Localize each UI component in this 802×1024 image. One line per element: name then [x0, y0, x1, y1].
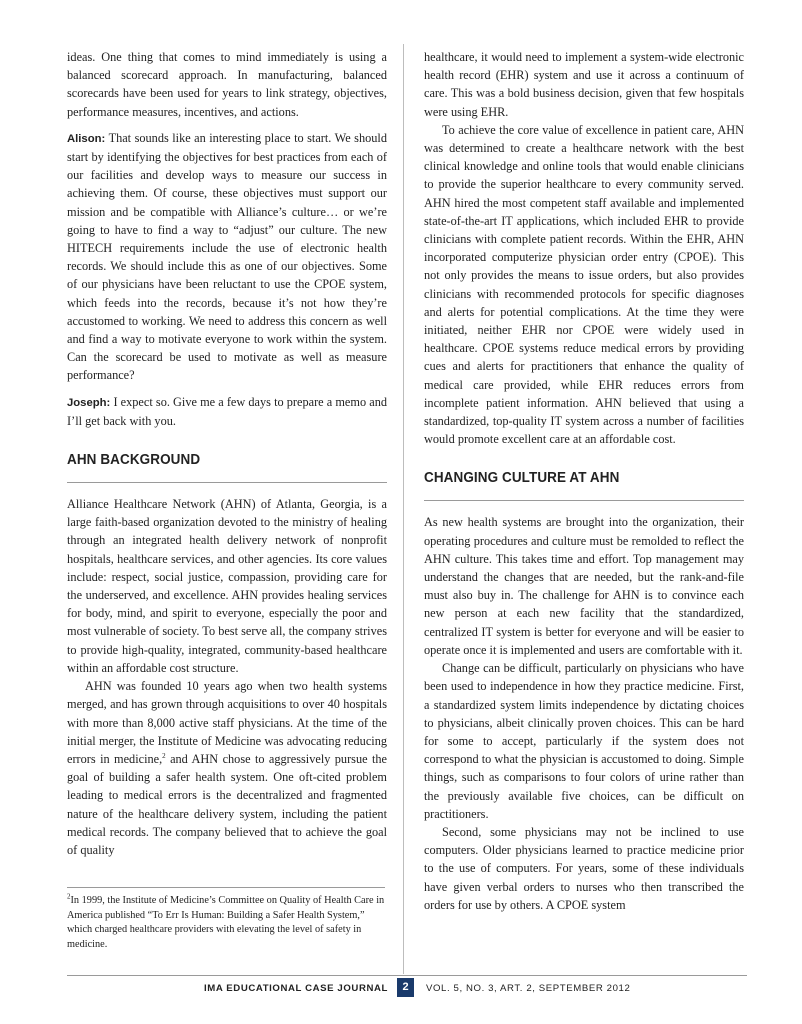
footnote [67, 894, 387, 952]
speaker-label: Joseph: [67, 396, 111, 409]
paragraph: healthcare, it would need to implement a system-wide electronic health record (EHR) system and use it across a continuum of care. This was a bold business decision, given that few hospitals were using EHR. [424, 50, 744, 119]
paragraph [67, 677, 387, 859]
section-heading: CHANGING CULTURE AT AHN [424, 470, 620, 487]
paragraph: Change can be difficult, particularly on physicians who have been used to independence in how they practice medicine. First, a standardized system limits independence by dictating choices to physicians, albeit clinically proven choices. This can be hard for some to accept, particularly if the system does not correspond to what the physician is accustomed to doing. Simple things, such as comparisons to four colors of urine rather than the previously available five choices, can be difficult on practitioners. [424, 661, 744, 821]
speaker-label: Alison: [67, 132, 106, 145]
paragraph: Alliance Healthcare Network (AHN) of Atlanta, Georgia, is a large faith-based organization devoted to the ministry of healing through an integrated health delivery network of nonprofit hospitals, healthcare services, and other agencies. Its core values include: respect, social justice, compassion, providing care for the underserved, and excellence. AHN provides healing services for body, mind, and spirit to everyone, especially the poor and most vulnerable of society. To best serve all, the company strives to provide high-quality, integrated, community-based healthcare within an affordable cost structure. [67, 497, 387, 675]
paragraph: As new health systems are brought into the organization, their operating procedures and culture must be remolded to reflect the AHN culture. This takes time and effort. Top management may understand the changes that are needed, but the rank-and-file must also buy in. The challenge for AHN is to convince each new person at each new facility that the standardized, centralized IT system is better for everyone and will be easier to operate once it is implemented and users are comfortable with it. [424, 515, 744, 657]
paragraph: To achieve the core value of excellence in patient care, AHN was determined to create a healthcare network with the best clinical knowledge and online tools that would enable clinicians to provide the superior healthcare to every community served. AHN hired the most competent staff available and implemented state-of-the-art IT applications, which included EHR to provide clinicians with complete patient records. Within the EHR, AHN incorporated computerize physician order entry (CPOE). This not only provides the means to issue orders, but also provides clinicians with recommended protocols for specific diagnoses and alerts for potential complications. At the time they were initiated, neither EHR nor CPOE were widely used in healthcare. CPOE systems reduce medical errors by providing cues and alerts for practitioners that enhance the quality of medical care provided, while EHR reduces errors from incomplete patient information. AHN believed that using a standardized, top-quality IT system across a number of facilities would promote excellent care at an affordable cost. [424, 122, 744, 447]
issue-info: VOL. 5, NO. 3, ART. 2, SEPTEMBER 2012 [426, 983, 631, 994]
section-heading: AHN BACKGROUND [67, 452, 201, 469]
dialogue-text: I expect so. Give me a few days to prepare a memo and I’ll get back with you. [67, 394, 387, 428]
column-divider [403, 44, 404, 974]
page-footer [0, 975, 802, 1005]
footnote-rule [67, 887, 385, 888]
footnote-text: In 1999, the Institute of Medicine’s Committee on Quality of Health Care in America published “To Err Is Human: Building a Safer Health System,” which charged healthcare providers with elevating the level of safety in medicine. [67, 895, 385, 950]
paragraph-text: and AHN chose to aggressively pursue the goal of building a safer health system. One oft-cited problem leading to medical errors is the decentralized and fragmented nature of the healthcare delivery system, including the patient medical records. The company believed that to achieve the goal of quality [67, 751, 387, 857]
footnote-number: 2 [67, 892, 71, 901]
footnote-ref: 2 [162, 751, 166, 760]
right-column [424, 48, 744, 914]
paragraph-text: AHN was founded 10 years ago when two health systems merged, and has grown through acquisitions to over 40 hospitals with more than 8,000 active staff physicians. At the time of the initial merger, the Institute of Medicine was advocating reducing errors in medicine, [67, 679, 387, 766]
dialogue-alison [67, 129, 387, 385]
footer-rule [67, 975, 747, 976]
left-column [67, 48, 387, 953]
dialogue-joseph [67, 393, 387, 430]
paragraph: ideas. One thing that comes to mind immediately is using a balanced scorecard approach. In manufacturing, balanced scorecards have been used for years to link strategy, objectives, performance measures, incentives, and actions. [67, 50, 387, 119]
paragraph: Second, some physicians may not be inclined to use computers. Older physicians learned to practice medicine prior to the use of computers. For years, some of these individuals have given verbal orders to nurses who then transcribed the orders for use by others. A CPOE system [424, 824, 744, 912]
journal-name: IMA EDUCATIONAL CASE JOURNAL [204, 983, 388, 994]
dialogue-text: That sounds like an interesting place to start. We should start by identifying the objectives for best practices from each of our facilities and develop ways to measure our success in achieving them. Of course, these objectives must support our mission and be compatible with Alliance’s culture… or we’re going to have to find a way to “adjust” our culture. The new HITECH requirements include the use of electronic health records. We should include this as one of our objectives. Some of our physicians have been reluctant to use the CPOE system, which feeds into the records, because it’s not how they’re accustomed to working. We need to address this concern as well and find a way to motivate everyone to work within the system. Can the scorecard be used to motivate as well as measure performance? [67, 130, 387, 383]
page-number: 2 [397, 978, 414, 997]
